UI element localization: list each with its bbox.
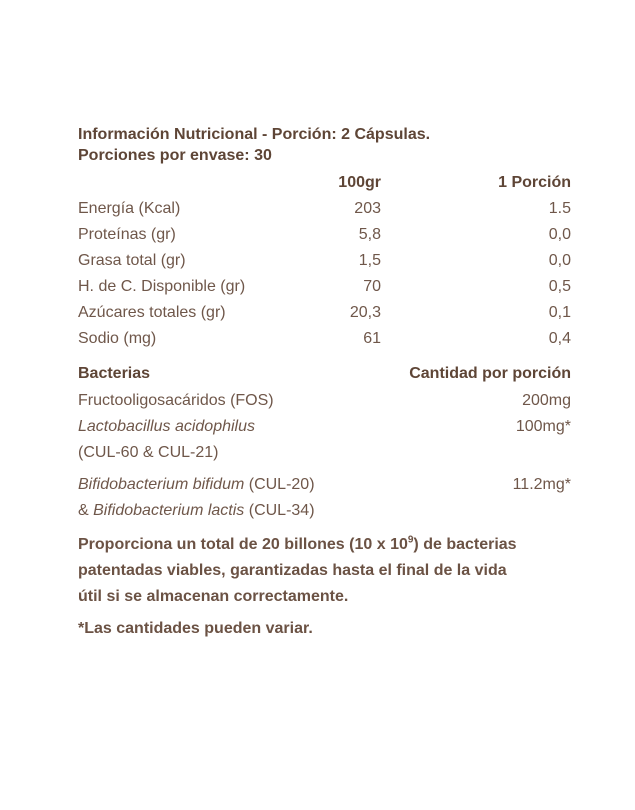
nutrient-per-serving: 0,0: [548, 226, 571, 243]
nutrient-per-serving: 0,5: [548, 278, 571, 295]
bacteria-name-line-1: [78, 472, 573, 498]
bacteria-row-bifidobacterium: [78, 472, 573, 524]
bacteria-row-lactobacillus: [78, 414, 573, 466]
column-header-100gr: 100gr: [338, 174, 381, 191]
bacteria-header-label: Bacterias: [78, 365, 151, 382]
note-line-3: útil si se almacenan correctamente.: [78, 588, 349, 605]
nutrition-panel: [78, 124, 573, 642]
bacteria-strain-1: (CUL-20): [244, 476, 315, 493]
table-row: [78, 300, 573, 326]
nutrient-label: Sodio (mg): [78, 330, 157, 347]
bacteria-amount: 100mg*: [515, 418, 571, 435]
note-text: Proporciona un total de 20 billones (10 x 10: [78, 536, 408, 553]
nutrient-per-serving: 0,1: [548, 304, 571, 321]
bacteria-strain-2: (CUL-34): [244, 502, 315, 519]
bacteria-species-1: Bifidobacterium bifidum: [78, 476, 245, 493]
note-text: ) de bacterias: [413, 536, 517, 553]
bacteria-name-line-2: [78, 498, 573, 524]
nutrient-per-serving: 0,4: [548, 330, 571, 347]
nutrient-per100: 1,5: [358, 252, 381, 269]
note-line-2: patentadas viables, garantizadas hasta el final de la vida: [78, 562, 507, 579]
bacteria-amount: 11.2mg*: [512, 476, 571, 493]
title-line-1: Información Nutricional - Porción: 2 Cápsulas.: [78, 126, 431, 143]
nutrient-per100: 61: [363, 330, 381, 347]
nutrient-label: Azúcares totales (gr): [78, 304, 226, 321]
bacteria-species-2: Bifidobacterium lactis: [93, 502, 245, 519]
footnote: *Las cantidades pueden variar.: [78, 620, 313, 637]
table-row: [78, 274, 573, 300]
bacteria-amount: 200mg: [522, 392, 571, 409]
nutrient-per100: 203: [354, 200, 381, 217]
bacteria-name: Lactobacillus acidophilus: [78, 418, 255, 435]
table-row: [78, 196, 573, 222]
bacteria-strain: (CUL-60 & CUL-21): [78, 444, 219, 461]
title-line-2: Porciones por envase: 30: [78, 147, 272, 164]
bacteria-name: Fructooligosacáridos (FOS): [78, 392, 274, 409]
nutrient-label: H. de C. Disponible (gr): [78, 278, 246, 295]
nutrient-label: Grasa total (gr): [78, 252, 186, 269]
nutrient-per100: 70: [363, 278, 381, 295]
panel-title: [78, 124, 573, 166]
table-row: [78, 222, 573, 248]
bacteria-conjunction: &: [78, 502, 94, 519]
table-row: [78, 248, 573, 274]
bacteria-amount-header: Cantidad por porción: [409, 365, 571, 382]
viability-note: [78, 532, 573, 610]
nutrient-label: Proteínas (gr): [78, 226, 176, 243]
table-row: [78, 326, 573, 352]
column-header-serving: 1 Porción: [498, 174, 571, 191]
nutrient-per100: 5,8: [358, 226, 381, 243]
nutrient-per100: 20,3: [349, 304, 381, 321]
bacteria-row-fos: [78, 388, 573, 414]
note-exponent: 9: [407, 534, 414, 546]
note-line-1: [78, 532, 573, 558]
nutrient-per-serving: 1.5: [548, 200, 571, 217]
nutrition-table-header: [78, 170, 573, 196]
nutrient-per-serving: 0,0: [548, 252, 571, 269]
nutrient-label: Energía (Kcal): [78, 200, 181, 217]
bacteria-header: [78, 360, 573, 388]
